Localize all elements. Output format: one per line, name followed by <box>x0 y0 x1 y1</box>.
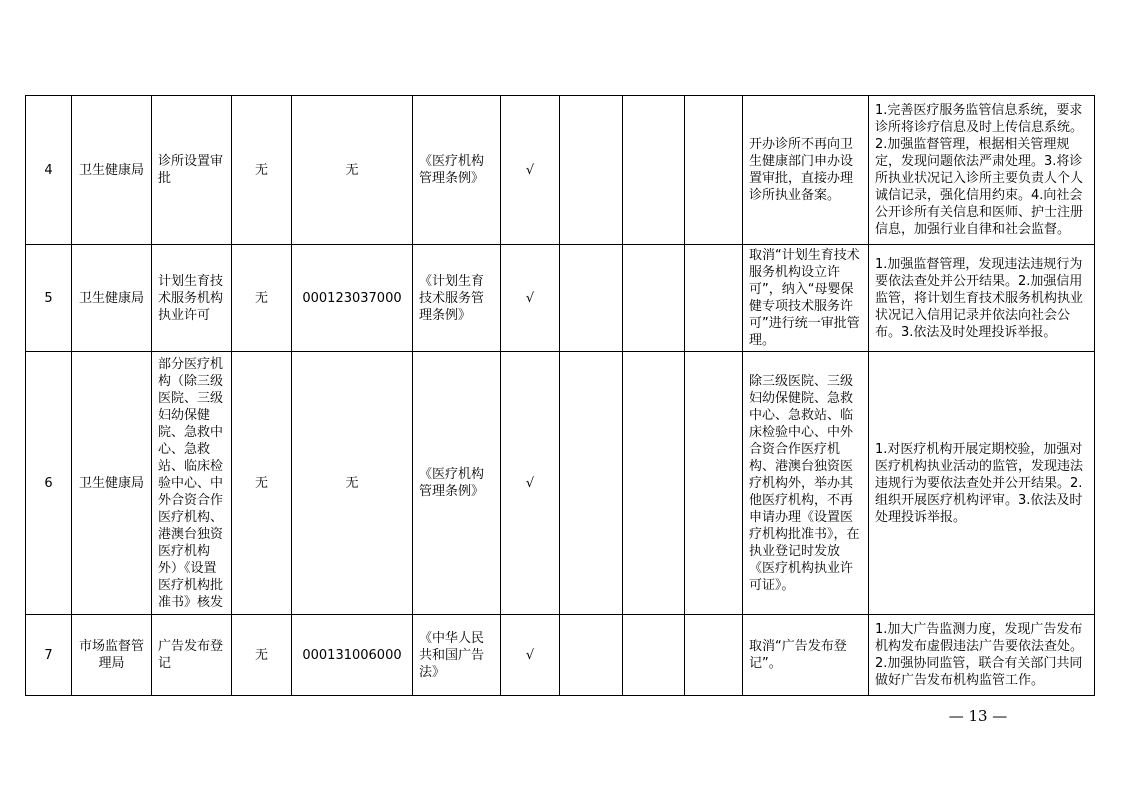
table-row <box>26 352 1095 615</box>
department-cell: 卫生健康局 <box>72 96 152 245</box>
item-name-cell: 部分医疗机构（除三级医院、三级妇幼保健院、急救中心、急救站、临床检验中心、中外合资合作医疗机构、港澳台独资医疗机构外）《设置医疗机构批准书》核发 <box>152 352 232 615</box>
supervision-measures-cell: 1.完善医疗服务监管信息系统，要求诊所将诊疗信息及时上传信息系统。2.加强监督管理，根据相关管理规定，发现问题依法严肃处理。3.将诊所执业状况记入诊所主要负责人个人诚信记录，强化信用约束。4.向社会公开诊所有关信息和医师、护士注册信息，加强行业自律和社会监督。 <box>869 96 1095 245</box>
item-name-cell: 诊所设置审批 <box>152 96 232 245</box>
checkmark-cell: √ <box>501 96 560 245</box>
item-number: 7 <box>26 615 72 696</box>
checkmark-cell: √ <box>501 245 560 352</box>
checkmark-cell: √ <box>501 352 560 615</box>
empty-cell <box>623 245 685 352</box>
item-code-cell: 无 <box>292 352 413 615</box>
spec-cell: 无 <box>232 96 292 245</box>
empty-cell <box>685 615 743 696</box>
table-row <box>26 245 1095 352</box>
empty-cell <box>560 615 623 696</box>
empty-cell <box>623 352 685 615</box>
reform-method-cell: 除三级医院、三级妇幼保健院、急救中心、急救站、临床检验中心、中外合资合作医疗机构、港澳台独资医疗机构外，举办其他医疗机构，不再申请办理《设置医疗机构批准书》，在执业登记时发放《医疗机构执业许可证》。 <box>743 352 869 615</box>
empty-cell <box>685 352 743 615</box>
table-row <box>26 615 1095 696</box>
department-cell: 卫生健康局 <box>72 245 152 352</box>
item-number: 5 <box>26 245 72 352</box>
page-number: — 13 — <box>948 707 1008 725</box>
empty-cell <box>623 96 685 245</box>
empty-cell <box>560 245 623 352</box>
department-cell: 市场监督管理局 <box>72 615 152 696</box>
legal-basis-cell: 《计划生育技术服务管理条例》 <box>413 245 501 352</box>
empty-cell <box>623 615 685 696</box>
item-number: 4 <box>26 96 72 245</box>
supervision-measures-cell: 1.加大广告监测力度，发现广告发布机构发布虚假违法广告要依法查处。2.加强协同监管，联合有关部门共同做好广告发布机构监管工作。 <box>869 615 1095 696</box>
empty-cell <box>685 245 743 352</box>
spec-cell: 无 <box>232 245 292 352</box>
supervision-measures-cell: 1.对医疗机构开展定期校验，加强对医疗机构执业活动的监管，发现违法违规行为要依法查处并公开结果。2.组织开展医疗机构评审。3.依法及时处理投诉举报。 <box>869 352 1095 615</box>
spec-cell: 无 <box>232 615 292 696</box>
department-cell: 卫生健康局 <box>72 352 152 615</box>
empty-cell <box>685 96 743 245</box>
reform-items-table <box>25 95 1095 696</box>
empty-cell <box>560 352 623 615</box>
checkmark-cell: √ <box>501 615 560 696</box>
spec-cell: 无 <box>232 352 292 615</box>
legal-basis-cell: 《中华人民共和国广告法》 <box>413 615 501 696</box>
table-row <box>26 96 1095 245</box>
item-number: 6 <box>26 352 72 615</box>
empty-cell <box>560 96 623 245</box>
legal-basis-cell: 《医疗机构管理条例》 <box>413 96 501 245</box>
reform-method-cell: 开办诊所不再向卫生健康部门申办设置审批，直接办理诊所执业备案。 <box>743 96 869 245</box>
item-name-cell: 广告发布登记 <box>152 615 232 696</box>
item-code-cell: 000131006000 <box>292 615 413 696</box>
item-code-cell: 000123037000 <box>292 245 413 352</box>
reform-method-cell: 取消“广告发布登记”。 <box>743 615 869 696</box>
item-name-cell: 计划生育技术服务机构执业许可 <box>152 245 232 352</box>
item-code-cell: 无 <box>292 96 413 245</box>
reform-method-cell: 取消“计划生育技术服务机构设立许可”，纳入“母婴保健专项技术服务许可”进行统一审批管理。 <box>743 245 869 352</box>
legal-basis-cell: 《医疗机构管理条例》 <box>413 352 501 615</box>
supervision-measures-cell: 1.加强监督管理，发现违法违规行为要依法查处并公开结果。2.加强信用监管，将计划生育技术服务机构执业状况记入信用记录并依法向社会公布。3.依法及时处理投诉举报。 <box>869 245 1095 352</box>
